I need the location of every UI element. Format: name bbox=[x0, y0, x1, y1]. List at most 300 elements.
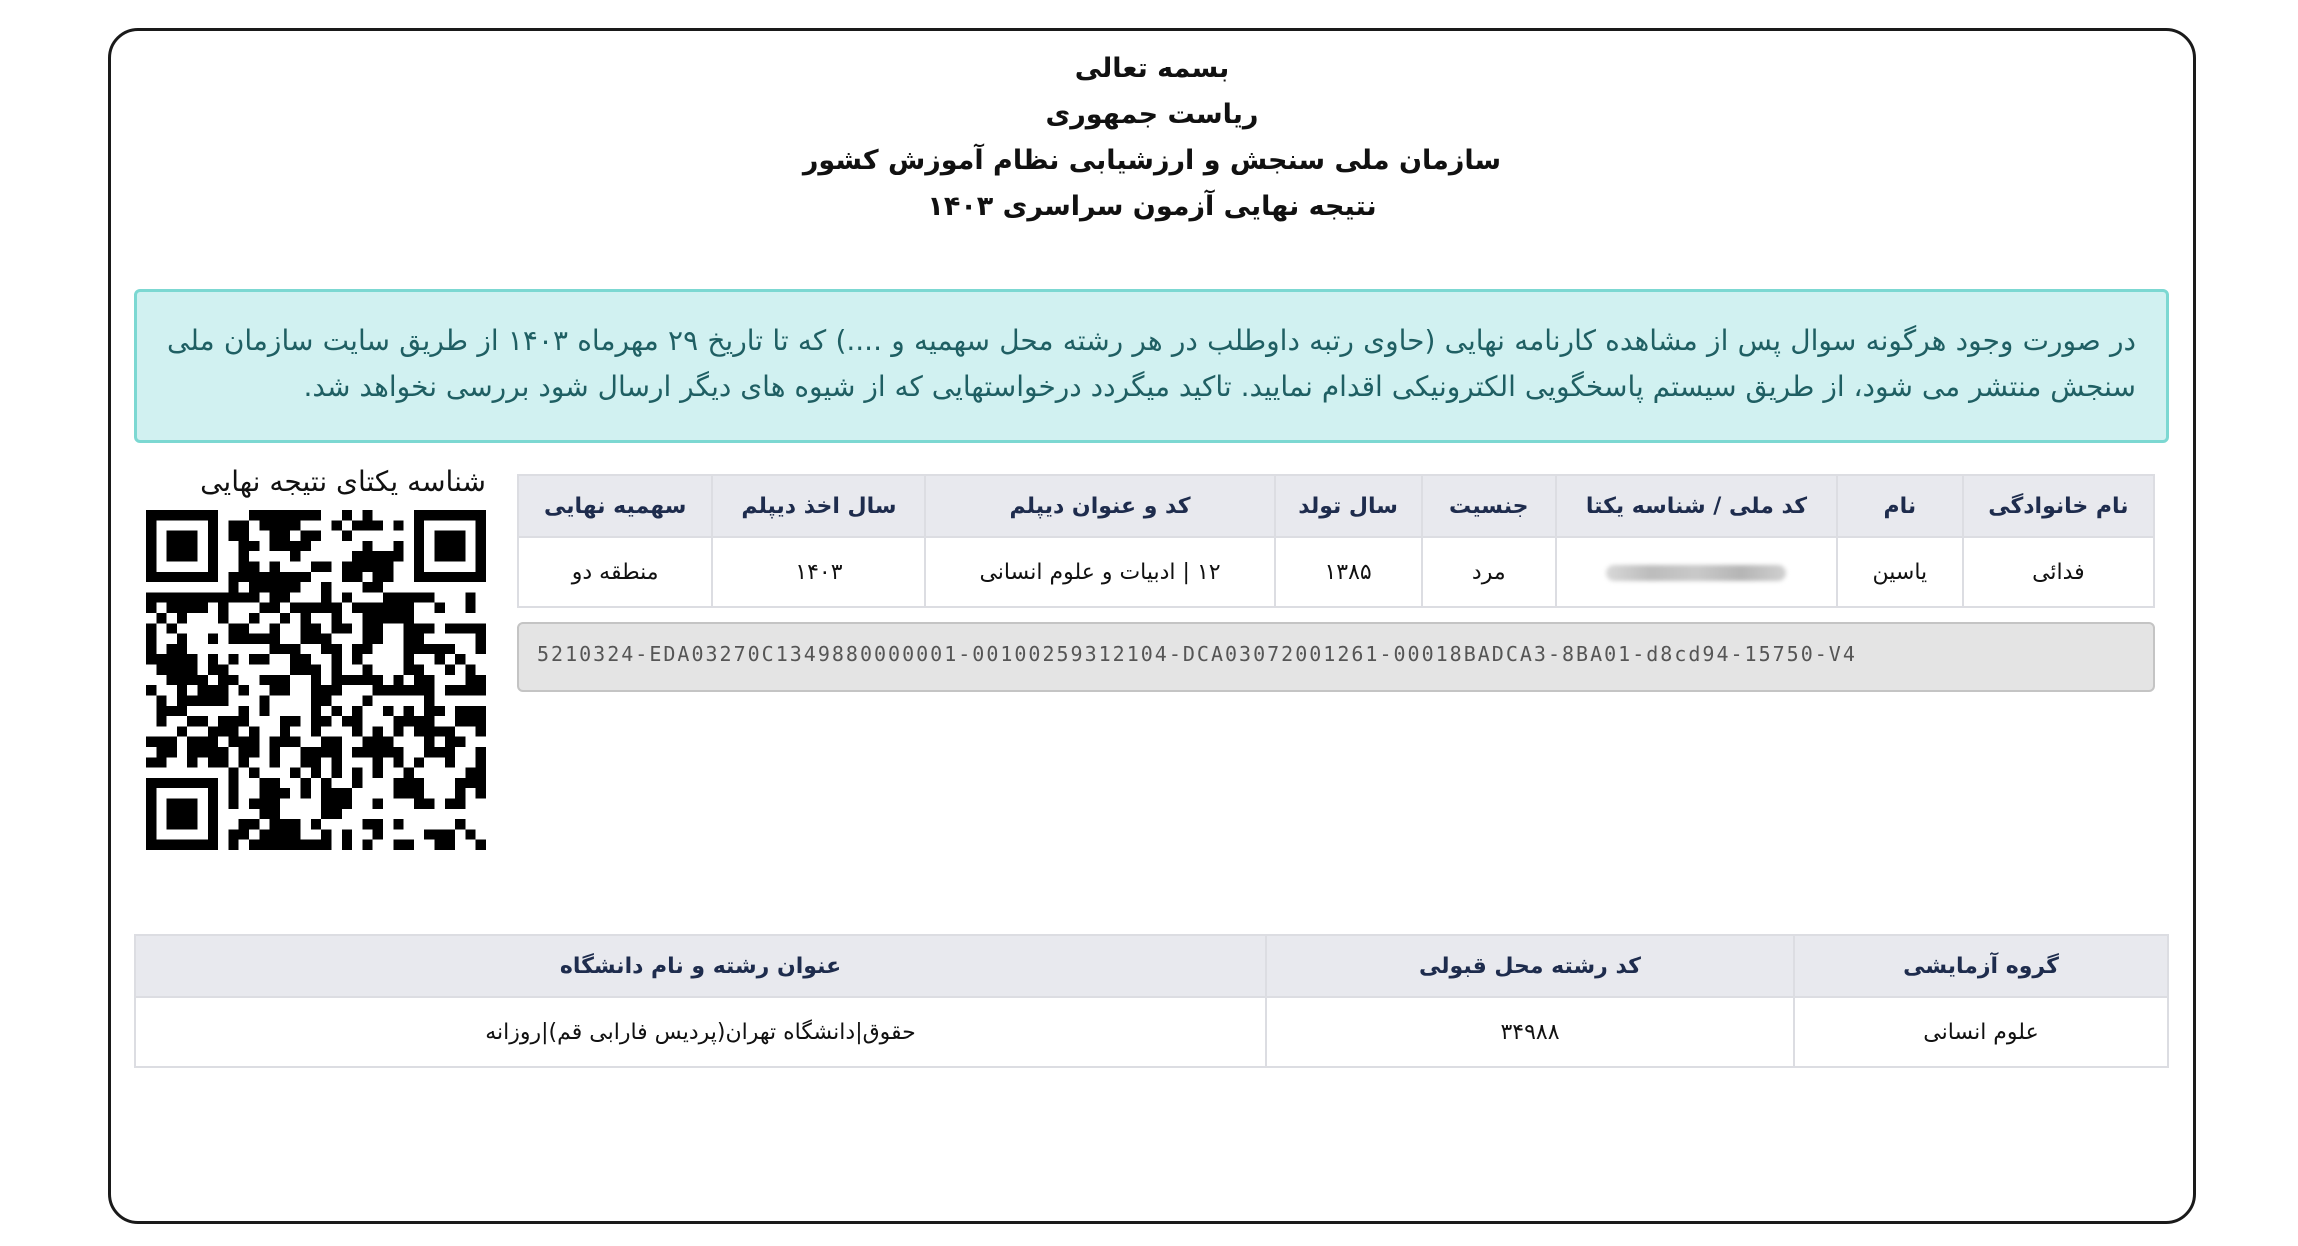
qr-module bbox=[311, 531, 321, 541]
qr-module bbox=[321, 716, 331, 726]
qr-module bbox=[465, 716, 475, 726]
unique-code-field[interactable]: 5210324-EDA03270C1349880000001-00100259312104-DCA03072001261-00018BADCA3-8BA01-d8cd94-15750-V4 bbox=[517, 622, 2155, 692]
qr-module bbox=[465, 685, 475, 695]
qr-module bbox=[249, 582, 259, 592]
qr-module bbox=[455, 819, 465, 829]
qr-module bbox=[393, 551, 403, 561]
qr-module bbox=[331, 654, 341, 664]
qr-module bbox=[280, 788, 290, 798]
qr-module bbox=[476, 685, 486, 695]
qr-module bbox=[301, 747, 311, 757]
qr-module bbox=[311, 757, 321, 767]
qr-module bbox=[393, 788, 403, 798]
qr-module bbox=[280, 613, 290, 623]
qr-module bbox=[228, 654, 238, 664]
qr-module bbox=[208, 778, 218, 788]
qr-module bbox=[270, 798, 280, 808]
qr-module bbox=[187, 531, 197, 541]
qr-module bbox=[424, 747, 434, 757]
qr-module bbox=[146, 531, 156, 541]
qr-module bbox=[239, 706, 249, 716]
qr-module bbox=[434, 541, 444, 551]
qr-module bbox=[301, 572, 311, 582]
qr-module bbox=[342, 510, 352, 520]
qr-module bbox=[167, 603, 177, 613]
qr-module bbox=[455, 798, 465, 808]
qr-module bbox=[373, 675, 383, 685]
qr-module bbox=[270, 531, 280, 541]
qr-module bbox=[198, 510, 208, 520]
qr-module bbox=[352, 520, 362, 530]
qr-module bbox=[249, 819, 259, 829]
qr-module bbox=[280, 592, 290, 602]
qr-module bbox=[424, 695, 434, 705]
qr-module bbox=[270, 582, 280, 592]
qr-module bbox=[311, 665, 321, 675]
qr-module bbox=[146, 551, 156, 561]
qr-module bbox=[445, 747, 455, 757]
qr-module bbox=[404, 778, 414, 788]
qr-module bbox=[393, 685, 403, 695]
candidate-row bbox=[518, 537, 2154, 607]
qr-module bbox=[404, 665, 414, 675]
qr-module bbox=[156, 716, 166, 726]
qr-module bbox=[270, 809, 280, 819]
qr-module bbox=[383, 613, 393, 623]
header-organization: سازمان ملی سنجش و ارزشیابی نظام آموزش کشور bbox=[802, 145, 1502, 176]
qr-module bbox=[321, 809, 331, 819]
qr-module bbox=[177, 654, 187, 664]
qr-module bbox=[218, 665, 228, 675]
qr-module bbox=[290, 819, 300, 829]
qr-module bbox=[352, 706, 362, 716]
qr-module bbox=[167, 798, 177, 808]
qr-module bbox=[352, 654, 362, 664]
qr-module bbox=[373, 613, 383, 623]
qr-module bbox=[383, 685, 393, 695]
qr-module bbox=[208, 819, 218, 829]
qr-module bbox=[476, 716, 486, 726]
qr-module bbox=[476, 634, 486, 644]
qr-module bbox=[198, 747, 208, 757]
qr-module bbox=[259, 572, 269, 582]
qr-module bbox=[465, 706, 475, 716]
qr-module bbox=[208, 541, 218, 551]
qr-module bbox=[476, 757, 486, 767]
qr-module bbox=[331, 520, 341, 530]
qr-module bbox=[198, 685, 208, 695]
qr-module bbox=[146, 572, 156, 582]
qr-module bbox=[424, 685, 434, 695]
qr-module bbox=[290, 716, 300, 726]
qr-module bbox=[352, 716, 362, 726]
qr-module bbox=[311, 840, 321, 850]
qr-module bbox=[239, 819, 249, 829]
qr-module bbox=[352, 562, 362, 572]
qr-module bbox=[208, 510, 218, 520]
qr-module bbox=[301, 778, 311, 788]
qr-module bbox=[476, 623, 486, 633]
candidate-header-row bbox=[518, 475, 2154, 537]
qr-module bbox=[270, 747, 280, 757]
qr-module bbox=[301, 757, 311, 767]
qr-module bbox=[404, 603, 414, 613]
qr-module bbox=[239, 592, 249, 602]
qr-module bbox=[362, 840, 372, 850]
qr-module bbox=[280, 685, 290, 695]
qr-module bbox=[270, 510, 280, 520]
qr-module bbox=[208, 829, 218, 839]
qr-module bbox=[259, 520, 269, 530]
qr-module bbox=[445, 623, 455, 633]
qr-module bbox=[476, 675, 486, 685]
qr-module bbox=[208, 798, 218, 808]
qr-module bbox=[156, 695, 166, 705]
qr-module bbox=[321, 798, 331, 808]
qr-module bbox=[208, 737, 218, 747]
qr-module bbox=[146, 798, 156, 808]
qr-module bbox=[177, 665, 187, 675]
qr-module bbox=[208, 592, 218, 602]
qr-module bbox=[373, 623, 383, 633]
qr-module bbox=[404, 634, 414, 644]
qr-module bbox=[167, 510, 177, 520]
qr-module bbox=[393, 592, 403, 602]
qr-module bbox=[167, 623, 177, 633]
qr-module bbox=[290, 520, 300, 530]
col-quota: سهمیه نهایی bbox=[518, 475, 712, 537]
qr-module bbox=[259, 809, 269, 819]
col-national-id: کد ملی / شناسه یکتا bbox=[1556, 475, 1837, 537]
qr-module bbox=[177, 551, 187, 561]
qr-module bbox=[167, 541, 177, 551]
qr-module bbox=[228, 572, 238, 582]
qr-module bbox=[280, 675, 290, 685]
col-exam-group: گروه آزمایشی bbox=[1794, 935, 2168, 997]
qr-module bbox=[167, 531, 177, 541]
qr-module bbox=[373, 572, 383, 582]
qr-module bbox=[476, 726, 486, 736]
qr-module bbox=[342, 840, 352, 850]
qr-module bbox=[311, 695, 321, 705]
qr-module bbox=[228, 788, 238, 798]
qr-module bbox=[321, 685, 331, 695]
qr-module bbox=[393, 520, 403, 530]
qr-module bbox=[476, 768, 486, 778]
qr-module bbox=[270, 675, 280, 685]
qr-module bbox=[239, 747, 249, 757]
qr-module bbox=[228, 634, 238, 644]
qr-module bbox=[434, 644, 444, 654]
qr-module bbox=[218, 603, 228, 613]
redacted-id bbox=[1606, 565, 1786, 581]
qr-module bbox=[404, 788, 414, 798]
qr-module bbox=[393, 747, 403, 757]
qr-module bbox=[321, 695, 331, 705]
qr-module bbox=[465, 572, 475, 582]
qr-module bbox=[228, 592, 238, 602]
qr-module bbox=[414, 644, 424, 654]
qr-module bbox=[393, 716, 403, 726]
admission-table bbox=[134, 934, 2169, 1068]
qr-module bbox=[146, 644, 156, 654]
gender-value: مرد bbox=[1422, 537, 1556, 607]
qr-module bbox=[259, 788, 269, 798]
qr-module bbox=[187, 541, 197, 551]
qr-module bbox=[146, 603, 156, 613]
qr-module bbox=[434, 654, 444, 664]
qr-module bbox=[177, 510, 187, 520]
qr-module bbox=[404, 654, 414, 664]
qr-module bbox=[146, 819, 156, 829]
qr-module bbox=[445, 572, 455, 582]
qr-module bbox=[373, 726, 383, 736]
qr-module bbox=[218, 757, 228, 767]
qr-module bbox=[239, 520, 249, 530]
qr-module bbox=[455, 778, 465, 788]
qr-module bbox=[167, 747, 177, 757]
qr-module bbox=[208, 685, 218, 695]
qr-module bbox=[331, 768, 341, 778]
qr-module bbox=[187, 737, 197, 747]
qr-module bbox=[362, 675, 372, 685]
qr-module bbox=[177, 706, 187, 716]
qr-module bbox=[280, 582, 290, 592]
qr-module bbox=[270, 541, 280, 551]
qr-module bbox=[455, 551, 465, 561]
qr-module bbox=[198, 778, 208, 788]
qr-module bbox=[445, 757, 455, 767]
qr-module bbox=[187, 798, 197, 808]
qr-module bbox=[455, 788, 465, 798]
qr-module bbox=[167, 706, 177, 716]
qr-module bbox=[321, 562, 331, 572]
qr-module bbox=[208, 520, 218, 530]
qr-module bbox=[476, 531, 486, 541]
qr-module bbox=[259, 778, 269, 788]
qr-module bbox=[301, 654, 311, 664]
qr-module bbox=[424, 623, 434, 633]
qr-module bbox=[476, 562, 486, 572]
qr-module bbox=[311, 623, 321, 633]
qr-module bbox=[208, 840, 218, 850]
qr-module bbox=[321, 582, 331, 592]
qr-module bbox=[187, 654, 197, 664]
qr-module bbox=[414, 798, 424, 808]
qr-module bbox=[321, 788, 331, 798]
qr-module bbox=[177, 644, 187, 654]
qr-module bbox=[290, 644, 300, 654]
qr-module bbox=[476, 747, 486, 757]
qr-module bbox=[177, 675, 187, 685]
qr-module bbox=[218, 613, 228, 623]
qr-module bbox=[373, 685, 383, 695]
qr-module bbox=[465, 592, 475, 602]
qr-module bbox=[270, 788, 280, 798]
qr-module bbox=[352, 747, 362, 757]
qr-module bbox=[362, 644, 372, 654]
qr-module bbox=[434, 510, 444, 520]
qr-module bbox=[393, 757, 403, 767]
qr-module bbox=[342, 788, 352, 798]
qr-module bbox=[208, 788, 218, 798]
qr-module bbox=[187, 757, 197, 767]
qr-module bbox=[187, 819, 197, 829]
qr-module bbox=[280, 520, 290, 530]
qr-module bbox=[259, 798, 269, 808]
qr-module bbox=[208, 665, 218, 675]
qr-module bbox=[455, 531, 465, 541]
qr-module bbox=[228, 840, 238, 850]
qr-module bbox=[331, 685, 341, 695]
qr-module bbox=[476, 778, 486, 788]
qr-module bbox=[301, 613, 311, 623]
qr-module bbox=[290, 572, 300, 582]
qr-module bbox=[383, 737, 393, 747]
page-title: نتیجه نهایی آزمون سراسری ۱۴۰۳ bbox=[927, 191, 1377, 222]
qr-module bbox=[352, 675, 362, 685]
qr-module bbox=[301, 541, 311, 551]
qr-module bbox=[249, 798, 259, 808]
qr-module bbox=[146, 634, 156, 644]
qr-module bbox=[414, 541, 424, 551]
col-field-title: عنوان رشته و نام دانشگاه bbox=[135, 935, 1266, 997]
qr-module bbox=[455, 706, 465, 716]
qr-module bbox=[404, 623, 414, 633]
qr-module bbox=[393, 613, 403, 623]
qr-module bbox=[228, 768, 238, 778]
qr-module bbox=[156, 737, 166, 747]
qr-module bbox=[270, 737, 280, 747]
qr-module bbox=[424, 510, 434, 520]
qr-module bbox=[146, 737, 156, 747]
qr-module bbox=[321, 603, 331, 613]
qr-module bbox=[228, 716, 238, 726]
qr-module bbox=[373, 737, 383, 747]
qr-module bbox=[404, 716, 414, 726]
qr-module bbox=[373, 829, 383, 839]
qr-module bbox=[228, 520, 238, 530]
qr-module bbox=[249, 840, 259, 850]
qr-module bbox=[301, 623, 311, 633]
qr-module bbox=[311, 675, 321, 685]
qr-module bbox=[424, 737, 434, 747]
notice-alert: در صورت وجود هرگونه سوال پس از مشاهده کارنامه نهایی (حاوی رتبه داوطلب در هر رشته محل سهمیه و ....) که تا تاریخ ۲۹ مهرماه ۱۴۰۳ از طریق سایت سازمان ملی سنجش منتشر می شود، از طریق سیستم پاسخگویی الکترونیکی اقدام نمایید. تاکید میگردد درخواستهایی که از شیوه های دیگر ارسال شود بررسی نخواهد شد. bbox=[134, 289, 2169, 443]
qr-module bbox=[362, 603, 372, 613]
qr-module bbox=[177, 778, 187, 788]
qr-module bbox=[362, 623, 372, 633]
qr-module bbox=[434, 551, 444, 561]
qr-module bbox=[352, 644, 362, 654]
qr-module bbox=[362, 819, 372, 829]
qr-module bbox=[146, 623, 156, 633]
qr-module bbox=[280, 737, 290, 747]
qr-module bbox=[455, 716, 465, 726]
qr-module bbox=[187, 603, 197, 613]
qr-module bbox=[414, 726, 424, 736]
qr-module bbox=[280, 716, 290, 726]
qr-module bbox=[167, 551, 177, 561]
qr-module bbox=[249, 541, 259, 551]
candidate-table bbox=[517, 474, 2155, 608]
qr-module bbox=[383, 592, 393, 602]
qr-module bbox=[476, 520, 486, 530]
exam-group-value: علوم انسانی bbox=[1794, 997, 2168, 1067]
qr-module bbox=[167, 654, 177, 664]
qr-module bbox=[331, 665, 341, 675]
header-presidency: ریاست جمهوری bbox=[1045, 99, 1259, 130]
qr-module bbox=[434, 603, 444, 613]
qr-module bbox=[280, 531, 290, 541]
qr-module bbox=[465, 675, 475, 685]
qr-module bbox=[465, 778, 475, 788]
qr-module bbox=[321, 644, 331, 654]
col-diploma: کد و عنوان دیپلم bbox=[925, 475, 1274, 537]
col-last-name: نام خانوادگی bbox=[1963, 475, 2154, 537]
qr-module bbox=[290, 603, 300, 613]
qr-module bbox=[290, 582, 300, 592]
qr-module bbox=[218, 592, 228, 602]
qr-module bbox=[342, 829, 352, 839]
qr-module bbox=[249, 747, 259, 757]
qr-module bbox=[383, 747, 393, 757]
qr-module bbox=[342, 531, 352, 541]
qr-module bbox=[218, 695, 228, 705]
qr-module bbox=[177, 695, 187, 705]
qr-module bbox=[198, 603, 208, 613]
qr-module bbox=[301, 634, 311, 644]
qr-module bbox=[228, 675, 238, 685]
qr-module bbox=[208, 747, 218, 757]
qr-module bbox=[455, 685, 465, 695]
qr-module bbox=[146, 685, 156, 695]
qr-module bbox=[434, 706, 444, 716]
qr-module bbox=[177, 840, 187, 850]
qr-module bbox=[311, 685, 321, 695]
qr-module bbox=[414, 634, 424, 644]
qr-module bbox=[156, 572, 166, 582]
qr-module bbox=[455, 541, 465, 551]
qr-module bbox=[465, 510, 475, 520]
qr-module bbox=[167, 572, 177, 582]
qr-module bbox=[455, 654, 465, 664]
qr-module bbox=[270, 623, 280, 633]
qr-module bbox=[445, 737, 455, 747]
qr-module bbox=[331, 623, 341, 633]
qr-module bbox=[331, 788, 341, 798]
qr-module bbox=[208, 809, 218, 819]
qr-module bbox=[187, 551, 197, 561]
qr-module bbox=[218, 685, 228, 695]
qr-module bbox=[342, 562, 352, 572]
qr-module bbox=[311, 510, 321, 520]
field-title-value: حقوق|دانشگاه تهران(پردیس فارابی قم)|روزانه bbox=[135, 997, 1266, 1067]
qr-module bbox=[414, 531, 424, 541]
qr-module bbox=[414, 510, 424, 520]
qr-module bbox=[331, 757, 341, 767]
qr-module bbox=[445, 510, 455, 520]
qr-module bbox=[198, 592, 208, 602]
qr-module bbox=[167, 644, 177, 654]
qr-module bbox=[208, 572, 218, 582]
qr-module bbox=[455, 623, 465, 633]
qr-module bbox=[259, 675, 269, 685]
qr-module bbox=[249, 613, 259, 623]
qr-module bbox=[373, 562, 383, 572]
qr-module bbox=[373, 582, 383, 592]
qr-module bbox=[290, 829, 300, 839]
qr-module bbox=[270, 778, 280, 788]
